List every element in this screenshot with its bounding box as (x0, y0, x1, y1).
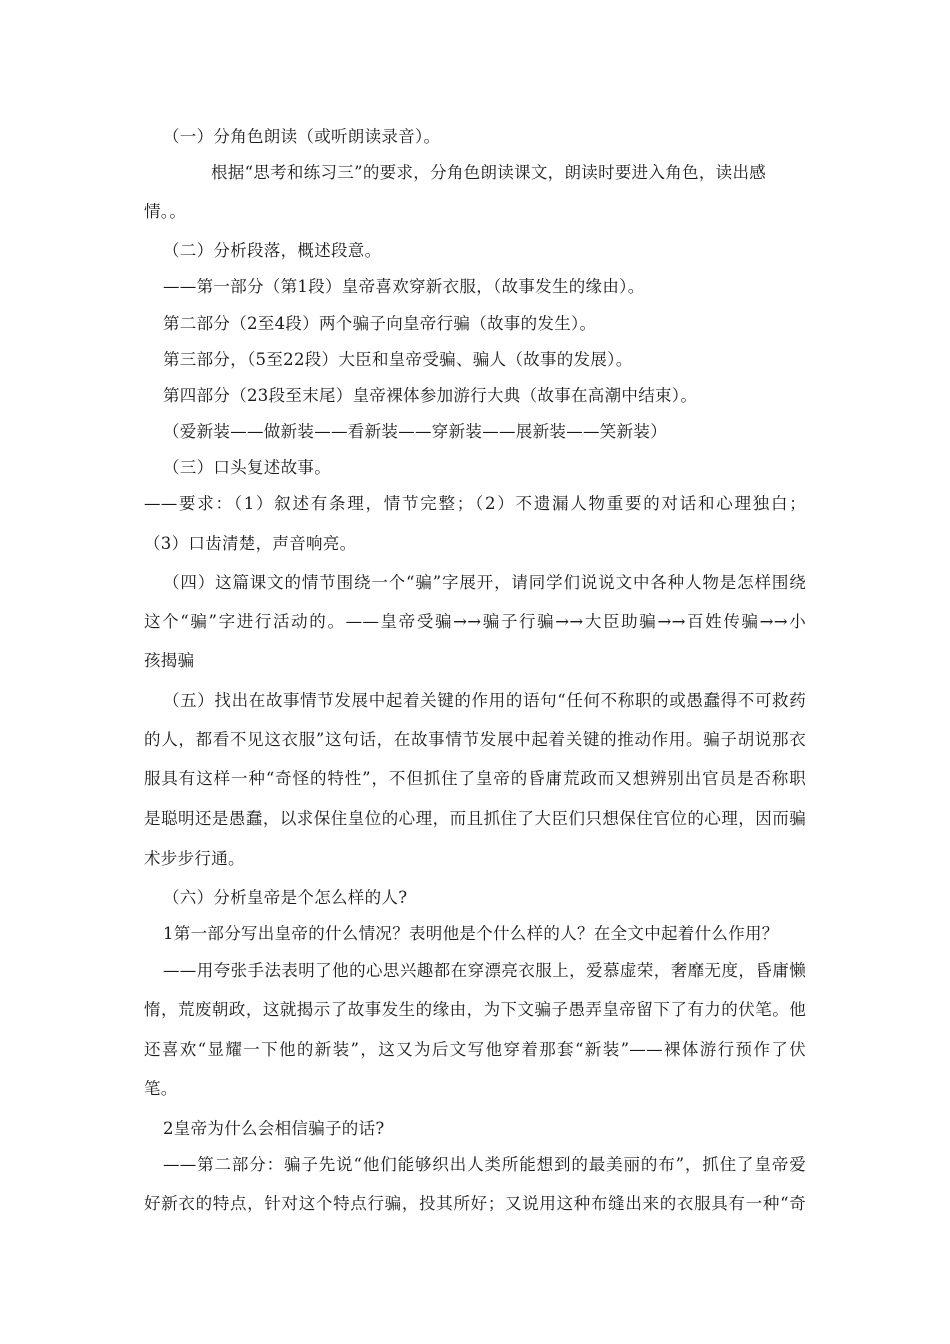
text-line: 惰，荒废朝政，这就揭示了故事发生的缘由，为下文骗子愚弄皇帝留下了有力的伏笔。他 (144, 1000, 806, 1019)
text-line: （二）分析段落，概述段意。 (163, 241, 382, 260)
text-line: 是聪明还是愚蠢，以求保住皇位的心理，而且抓住了大臣们只想保住官位的心理，因而骗 (144, 809, 806, 828)
text-line: 术步步行通。 (144, 849, 245, 868)
text-line: 服具有这样一种“奇怪的特性”，不但抓住了皇帝的昏庸荒政而又想辨别出官员是否称职 (144, 769, 806, 788)
text-line: 孩揭骗 (144, 651, 195, 670)
text-line: （五）找出在故事情节发展中起着关键的作用的语句“任何不称职的或愚蠢得不可救药 (163, 691, 806, 710)
text-line: 第二部分（2至4段）两个骗子向皇帝行骗（故事的发生）。 (163, 314, 597, 333)
text-line: 笔。 (144, 1079, 178, 1098)
text-line: （四）这篇课文的情节围绕一个“骗”字展开，请同学们说说文中各种人物是怎样围绕 (163, 573, 806, 592)
text-line: （爱新装——做新装——看新装——穿新装——展新装——笑新装） (163, 422, 667, 441)
text-line: （一）分角色朗读（或听朗读录音）。 (163, 127, 441, 146)
text-line: （三）口头复述故事。 (163, 458, 331, 477)
text-line: 根据“思考和练习三”的要求，分角色朗读课文，朗读时要进入角色，读出感 (211, 163, 767, 182)
text-line: 这个“骗”字进行活动的。——皇帝受骗→→骗子行骗→→大臣助骗→→百姓传骗→→小 (144, 612, 806, 631)
text-line: ——第一部分（第1段）皇帝喜欢穿新衣服，（故事发生的缘由）。 (163, 277, 645, 296)
text-line: 还喜欢“显耀一下他的新装”，这又为后文写他穿着那套“新装”——裸体游行预作了伏 (144, 1040, 806, 1059)
text-line: 第四部分（23段至末尾）皇帝裸体参加游行大典（故事在高潮中结束）。 (163, 386, 698, 405)
text-line: 2皇帝为什么会相信骗子的话? (163, 1119, 385, 1138)
text-line: （六）分析皇帝是个怎么样的人? (163, 888, 408, 907)
text-line: 第三部分，（5至22段）大臣和皇帝受骗、骗人（故事的发展）。 (163, 350, 633, 369)
text-line: ——要求：（1）叙述有条理，情节完整；（2）不遗漏人物重要的对话和心理独白； (144, 494, 806, 513)
text-line: 1第一部分写出皇帝的什么情况？表明他是个什么样的人？在全文中起着什么作用？ (163, 924, 779, 943)
text-line: 的人，都看不见这衣服”这句话，在故事情节发展中起着关键的推动作用。骗子胡说那衣 (144, 730, 806, 749)
text-line: （3）口齿清楚，声音响亮。 (144, 534, 357, 553)
text-line: 好新衣的特点，针对这个特点行骗，投其所好；又说用这种布缝出来的衣服具有一种“奇 (144, 1194, 806, 1213)
text-line: 情。。 (144, 202, 187, 221)
text-line: ——用夸张手法表明了他的心思兴趣都在穿漂亮衣服上，爱慕虚荣，奢靡无度，昏庸懒 (163, 961, 806, 980)
text-line: ——第二部分：骗子先说“他们能够织出人类所能想到的最美丽的布”，抓住了皇帝爱 (163, 1155, 806, 1174)
